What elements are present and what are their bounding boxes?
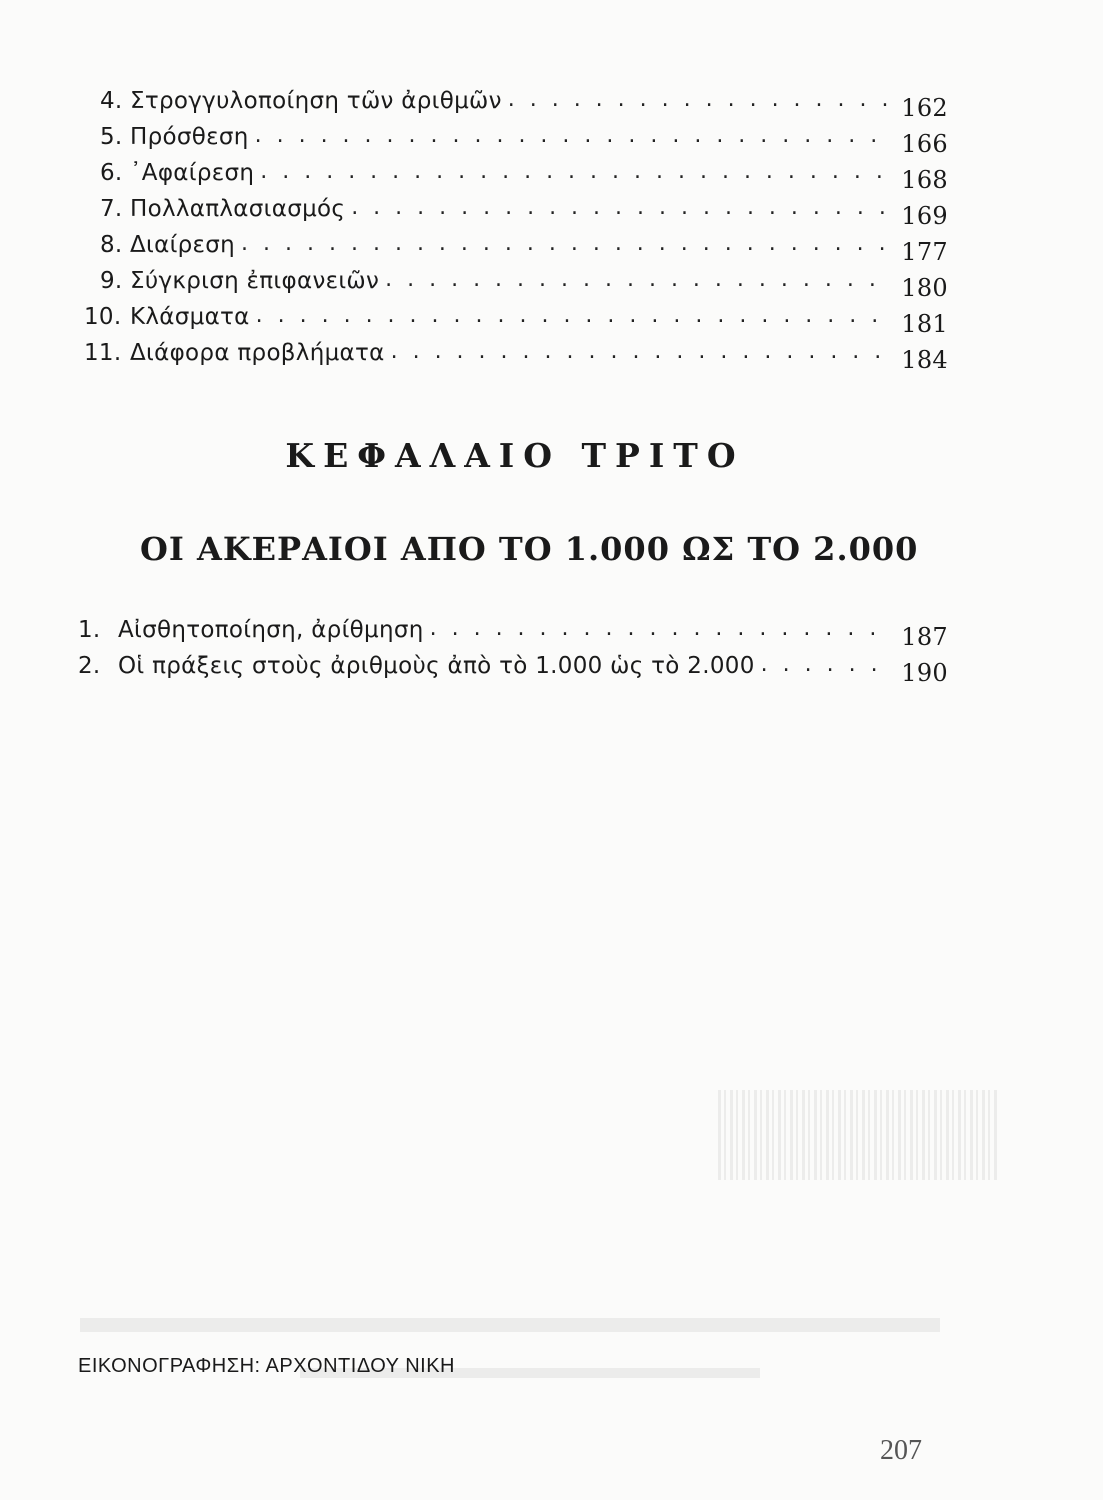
toc-entry-number: 9. [100, 268, 123, 294]
toc-section-top [78, 78, 948, 374]
toc-entry[interactable] [78, 643, 948, 687]
toc-leader-dots [761, 651, 892, 679]
toc-entry-title: Σύγκριση ἐπιφανειῶν [130, 268, 380, 294]
toc-entry-title: ᾿Αφαίρεση [130, 160, 255, 186]
toc-entry-page: 187 [901, 623, 948, 651]
toc-leader-dots [385, 266, 892, 294]
toc-entry[interactable] [78, 294, 948, 338]
toc-entry[interactable] [78, 222, 948, 266]
toc-entry-title: Στρογγυλοποίηση τῶν ἀριθμῶν [130, 88, 502, 114]
chapter-label: ΚΕΦΑΛΑΙΟ ΤΡΙΤΟ [285, 436, 745, 475]
toc-leader-dots [430, 615, 892, 643]
toc-entry-page: 190 [901, 659, 948, 687]
toc-entry-title: Κλάσματα [130, 304, 250, 330]
toc-entry-page: 184 [901, 346, 948, 374]
toc-leader-dots [508, 86, 892, 114]
toc-leader-dots [351, 194, 892, 222]
toc-leader-dots [260, 158, 892, 186]
toc-leader-dots [255, 122, 892, 150]
toc-entry-page: 169 [901, 202, 948, 230]
toc-entry-number: 2. [78, 653, 101, 679]
toc-entry-page: 181 [901, 310, 948, 338]
toc-entry-number: 1. [78, 617, 101, 643]
toc-entry-page: 180 [901, 274, 948, 302]
toc-entry-number: 5. [100, 124, 123, 150]
illustration-credit: ΕΙΚΟΝΟΓΡΑΦΗΣΗ: ΑΡΧΟΝΤΙΔΟΥ ΝΙΚΗ [78, 1355, 455, 1377]
toc-entry-title: Διάφορα προβλήματα [130, 340, 385, 366]
showthrough-barcode [718, 1090, 998, 1180]
toc-leader-dots [256, 302, 892, 330]
toc-entry[interactable] [78, 78, 948, 122]
toc-entry[interactable] [78, 330, 948, 374]
toc-entry-title: Πρόσθεση [130, 124, 249, 150]
toc-entry-number: 7. [100, 196, 123, 222]
toc-entry[interactable] [78, 258, 948, 302]
showthrough-line [80, 1318, 940, 1332]
toc-entry-title: Αἰσθητοποίηση, ἀρίθμηση [118, 617, 424, 643]
toc-entry-number: 11. [84, 340, 122, 366]
toc-entry-number: 6. [100, 160, 123, 186]
toc-leader-dots [391, 338, 892, 366]
toc-leader-dots [241, 230, 892, 258]
toc-entry-page: 177 [901, 238, 948, 266]
toc-entry[interactable] [78, 114, 948, 158]
toc-entry-number: 4. [100, 88, 123, 114]
toc-entry-title: Πολλαπλασιασμός [130, 196, 346, 222]
toc-entry[interactable] [78, 186, 948, 230]
toc-entry-page: 166 [901, 130, 948, 158]
toc-entry-title: Οἱ πράξεις στοὺς ἀριθμοὺς ἀπὸ τὸ 1.000 ὡς τὸ 2.000 [118, 653, 755, 679]
toc-entry-number: 8. [100, 232, 123, 258]
toc-entry-page: 162 [901, 94, 948, 122]
toc-section-chapter-three [78, 607, 948, 687]
toc-entry-page: 168 [901, 166, 948, 194]
toc-entry-number: 10. [84, 304, 122, 330]
toc-entry[interactable] [78, 150, 948, 194]
chapter-title: ΟΙ ΑΚΕΡΑΙΟΙ ΑΠΟ ΤΟ 1.000 ΩΣ ΤΟ 2.000 [140, 530, 919, 568]
toc-entry-title: Διαίρεση [130, 232, 236, 258]
toc-entry[interactable] [78, 607, 948, 651]
page-number: 207 [880, 1435, 922, 1466]
